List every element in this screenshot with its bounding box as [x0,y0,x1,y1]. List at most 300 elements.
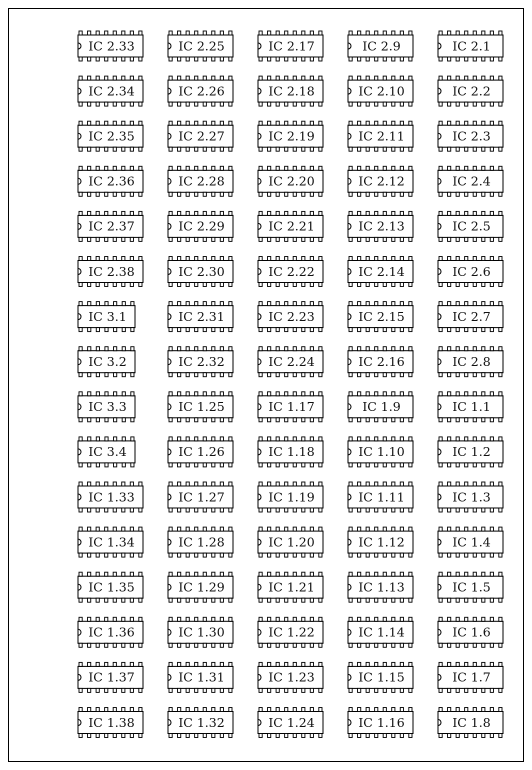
ic-pin [310,734,313,738]
ic-pin [131,373,134,377]
ic-pin [79,76,82,80]
ic-pin [473,553,476,557]
ic-pin [169,373,172,377]
ic-pin [375,572,378,576]
ic-pin [212,211,215,215]
ic-pin [169,302,172,306]
ic-label: IC 1.22 [268,624,315,640]
ic-pin [456,643,459,647]
ic-pin [358,57,361,61]
ic-pin [456,418,459,422]
ic-pin [409,508,412,512]
ic-pin [366,643,369,647]
ic-pin [400,76,403,80]
ic-pin [229,302,232,306]
ic-pin [439,76,442,80]
ic-pin [268,302,271,306]
ic-pin [212,553,215,557]
ic-pin [276,147,279,151]
ic-pin [268,392,271,396]
ic-pin [465,237,468,241]
ic-pin [465,617,468,621]
ic-pin [302,166,305,170]
ic-pin [130,643,133,647]
ic-pin [293,553,296,557]
ic-pin [79,121,82,125]
ic-pin [259,347,262,351]
ic-pin [276,662,279,666]
ic-pin [383,373,386,377]
ic-pin [96,437,99,441]
ic-pin [114,328,117,332]
ic-pin [302,31,305,35]
ic-label: IC 2.35 [88,128,135,144]
ic-pin [409,734,412,738]
ic-pin [366,392,369,396]
ic-pin [392,257,395,261]
ic-pin [229,688,232,692]
ic-pin [319,708,322,712]
ic-pin [88,527,91,531]
ic-chip-ic-1-25 [168,392,233,422]
ic-pin [139,283,142,287]
ic-pin [195,508,198,512]
ic-pin [499,662,502,666]
ic-pin [268,102,271,106]
ic-pin [212,598,215,602]
ic-pin [285,617,288,621]
ic-pin [96,708,99,712]
ic-pin [409,572,412,576]
ic-pin [490,643,493,647]
ic-pin [383,192,386,196]
ic-pin [203,76,206,80]
ic-pin [310,283,313,287]
ic-pin [229,237,232,241]
ic-pin [268,373,271,377]
ic-pin [229,392,232,396]
ic-pin [375,328,378,332]
ic-pin [285,708,288,712]
ic-pin [439,283,442,287]
ic-pin [456,76,459,80]
ic-pin [139,57,142,61]
ic-pin [186,392,189,396]
ic-pin [366,482,369,486]
ic-pin [195,617,198,621]
ic-pin [473,572,476,576]
ic-pin [499,437,502,441]
ic-pin [366,662,369,666]
ic-pin [268,76,271,80]
ic-pin [195,328,198,332]
ic-label: IC 2.30 [178,263,225,279]
ic-pin [358,572,361,576]
ic-pin [113,572,116,576]
ic-pin [302,688,305,692]
ic-chip-ic-3-2 [78,347,135,377]
ic-pin [392,598,395,602]
ic-chip-ic-2-32 [168,347,233,377]
ic-label: IC 2.8 [452,354,491,369]
ic-pin [383,437,386,441]
ic-pin [268,192,271,196]
ic-chip-ic-1-33 [78,482,143,512]
ic-pin [366,347,369,351]
ic-pin [178,121,181,125]
ic-chip-ic-1-35 [78,572,143,602]
ic-pin [105,392,108,396]
ic-pin [276,643,279,647]
ic-pin [259,463,262,467]
ic-pin [229,57,232,61]
ic-chip-ic-1-3 [438,482,503,512]
ic-pin [392,392,395,396]
ic-pin [409,437,412,441]
ic-pin [131,437,134,441]
ic-chip-ic-1-17 [258,392,323,422]
ic-pin [130,257,133,261]
ic-pin [169,347,172,351]
ic-pin [366,508,369,512]
ic-pin [122,373,125,377]
ic-pin [122,617,125,621]
ic-pin [276,617,279,621]
ic-chip-ic-2-7 [438,302,503,332]
ic-pin [212,617,215,621]
ic-pin [293,76,296,80]
ic-pin [113,121,116,125]
ic-pin [96,328,99,332]
ic-pin [186,328,189,332]
ic-pin [259,76,262,80]
ic-pin [409,598,412,602]
ic-pin [375,688,378,692]
ic-pin [259,527,262,531]
ic-pin [212,392,215,396]
ic-pin [186,617,189,621]
ic-pin [409,302,412,306]
ic-pin [285,527,288,531]
ic-pin [130,527,133,531]
ic-pin [482,527,485,531]
ic-chip-ic-2-28 [168,166,233,196]
ic-pin [276,257,279,261]
ic-pin [490,347,493,351]
ic-pin [178,147,181,151]
ic-pin [310,328,313,332]
ic-pin [349,392,352,396]
ic-pin [375,734,378,738]
ic-pin [203,418,206,422]
ic-pin [268,121,271,125]
ic-pin [203,237,206,241]
ic-pin [139,617,142,621]
ic-pin [499,508,502,512]
ic-pin [212,418,215,422]
ic-pin [79,527,82,531]
ic-pin [268,437,271,441]
ic-pin [79,463,82,467]
ic-pin [203,31,206,35]
ic-pin [285,347,288,351]
ic-pin [114,418,117,422]
ic-pin [409,121,412,125]
ic-pin [113,482,116,486]
ic-pin [465,347,468,351]
ic-pin [465,57,468,61]
ic-pin [113,257,116,261]
ic-label: IC 1.15 [358,669,405,685]
ic-pin [358,688,361,692]
ic-pin [122,192,125,196]
ic-pin [490,283,493,287]
ic-pin [268,347,271,351]
ic-chip-ic-2-21 [258,211,323,241]
ic-pin [319,237,322,241]
ic-label: IC 1.23 [268,669,315,685]
ic-pin [409,662,412,666]
ic-pin [139,192,142,196]
ic-pin [212,708,215,712]
ic-pin [375,418,378,422]
ic-pin [178,482,181,486]
ic-pin [186,192,189,196]
ic-pin [319,166,322,170]
ic-pin [88,508,91,512]
ic-pin [473,643,476,647]
ic-pin [448,57,451,61]
ic-pin [212,734,215,738]
ic-chip-ic-2-16 [348,347,413,377]
ic-pin [139,211,142,215]
ic-pin [212,147,215,151]
ic-pin [96,734,99,738]
ic-pin [79,147,82,151]
ic-pin [392,102,395,106]
ic-pin [358,373,361,377]
ic-pin [293,347,296,351]
ic-pin [178,257,181,261]
ic-label: IC 2.29 [178,218,225,234]
ic-pin [473,166,476,170]
ic-pin [383,31,386,35]
ic-pin [375,211,378,215]
ic-chip-ic-1-20 [258,527,323,557]
ic-label: IC 1.16 [358,714,405,730]
ic-pin [409,373,412,377]
ic-pin [229,121,232,125]
ic-pin [96,257,99,261]
ic-pin [482,347,485,351]
ic-pin [465,708,468,712]
ic-chip-ic-2-20 [258,166,323,196]
ic-pin [259,617,262,621]
ic-pin [448,598,451,602]
ic-pin [96,598,99,602]
ic-pin [212,437,215,441]
ic-pin [366,328,369,332]
ic-chip-ic-2-37 [78,211,143,241]
ic-pin [220,237,223,241]
ic-pin [186,347,189,351]
ic-pin [276,482,279,486]
ic-pin [285,662,288,666]
ic-pin [375,437,378,441]
ic-pin [259,31,262,35]
ic-pin [220,102,223,106]
ic-pin [375,237,378,241]
ic-pin [310,347,313,351]
ic-pin [319,76,322,80]
ic-pin [490,237,493,241]
ic-pin [203,211,206,215]
ic-label: IC 1.24 [268,714,315,730]
ic-pin [293,418,296,422]
ic-pin [349,211,352,215]
ic-pin [319,572,322,576]
ic-pin [105,121,108,125]
ic-pin [473,418,476,422]
ic-pin [268,688,271,692]
ic-pin [490,328,493,332]
ic-pin [113,166,116,170]
ic-pin [490,437,493,441]
ic-pin [169,708,172,712]
ic-pin [490,572,493,576]
ic-pin [349,283,352,287]
ic-pin [203,617,206,621]
ic-pin [482,572,485,576]
ic-pin [448,734,451,738]
ic-pin [122,643,125,647]
ic-pin [293,373,296,377]
ic-pin [499,463,502,467]
ic-pin [96,166,99,170]
ic-pin [259,166,262,170]
ic-pin [456,302,459,306]
ic-pin [302,211,305,215]
ic-pin [122,482,125,486]
ic-pin [178,527,181,531]
ic-pin [276,192,279,196]
ic-label: IC 1.14 [358,624,405,640]
ic-pin [169,147,172,151]
ic-pin [473,347,476,351]
ic-pin [186,166,189,170]
ic-pin [448,31,451,35]
ic-pin [358,508,361,512]
ic-pin [220,437,223,441]
ic-pin [499,373,502,377]
ic-pin [113,527,116,531]
ic-pin [490,102,493,106]
ic-pin [482,482,485,486]
ic-label: IC 2.12 [358,173,405,189]
ic-pin [409,688,412,692]
ic-pin [212,463,215,467]
ic-chip-ic-2-24 [258,347,323,377]
ic-pin [392,572,395,576]
ic-pin [178,166,181,170]
ic-pin [169,237,172,241]
ic-pin [310,482,313,486]
ic-pin [229,643,232,647]
ic-pin [366,553,369,557]
ic-pin [212,31,215,35]
ic-pin [276,76,279,80]
ic-pin [259,192,262,196]
ic-pin [220,662,223,666]
ic-pin [122,283,125,287]
ic-pin [310,688,313,692]
ic-pin [139,166,142,170]
ic-pin [285,463,288,467]
ic-pin [482,237,485,241]
ic-pin [178,283,181,287]
ic-pin [439,347,442,351]
ic-chip-ic-2-2 [438,76,503,106]
ic-pin [456,482,459,486]
ic-chip-ic-1-36 [78,617,143,647]
ic-pin [169,283,172,287]
ic-pin [203,662,206,666]
ic-pin [203,166,206,170]
ic-pin [482,283,485,287]
ic-pin [268,31,271,35]
ic-label: IC 1.30 [178,624,225,640]
ic-pin [392,688,395,692]
ic-chip-ic-1-27 [168,482,233,512]
ic-pin [409,283,412,287]
ic-pin [113,708,116,712]
ic-pin [400,283,403,287]
ic-pin [276,237,279,241]
ic-chip-ic-1-15 [348,662,413,692]
ic-pin [383,463,386,467]
ic-pin [439,617,442,621]
ic-pin [285,508,288,512]
ic-label: IC 2.32 [178,354,225,369]
ic-pin [456,211,459,215]
ic-label: IC 1.34 [88,534,135,550]
ic-label: IC 2.37 [88,218,135,234]
ic-pin [285,437,288,441]
ic-pin [409,708,412,712]
ic-pin [113,31,116,35]
ic-pin [105,734,108,738]
ic-pin [366,598,369,602]
ic-chip-ic-1-21 [258,572,323,602]
ic-pin [259,708,262,712]
ic-pin [203,437,206,441]
ic-chip-ic-1-29 [168,572,233,602]
ic-pin [96,688,99,692]
ic-pin [88,598,91,602]
ic-pin [122,76,125,80]
ic-pin [169,392,172,396]
ic-label: IC 2.3 [452,128,491,144]
ic-pin [490,211,493,215]
ic-chip-ic-2-35 [78,121,143,151]
ic-pin [88,192,91,196]
ic-pin [448,302,451,306]
ic-pin [285,688,288,692]
ic-pin [212,237,215,241]
ic-pin [259,734,262,738]
ic-pin [276,57,279,61]
ic-label: IC 2.20 [268,173,315,189]
